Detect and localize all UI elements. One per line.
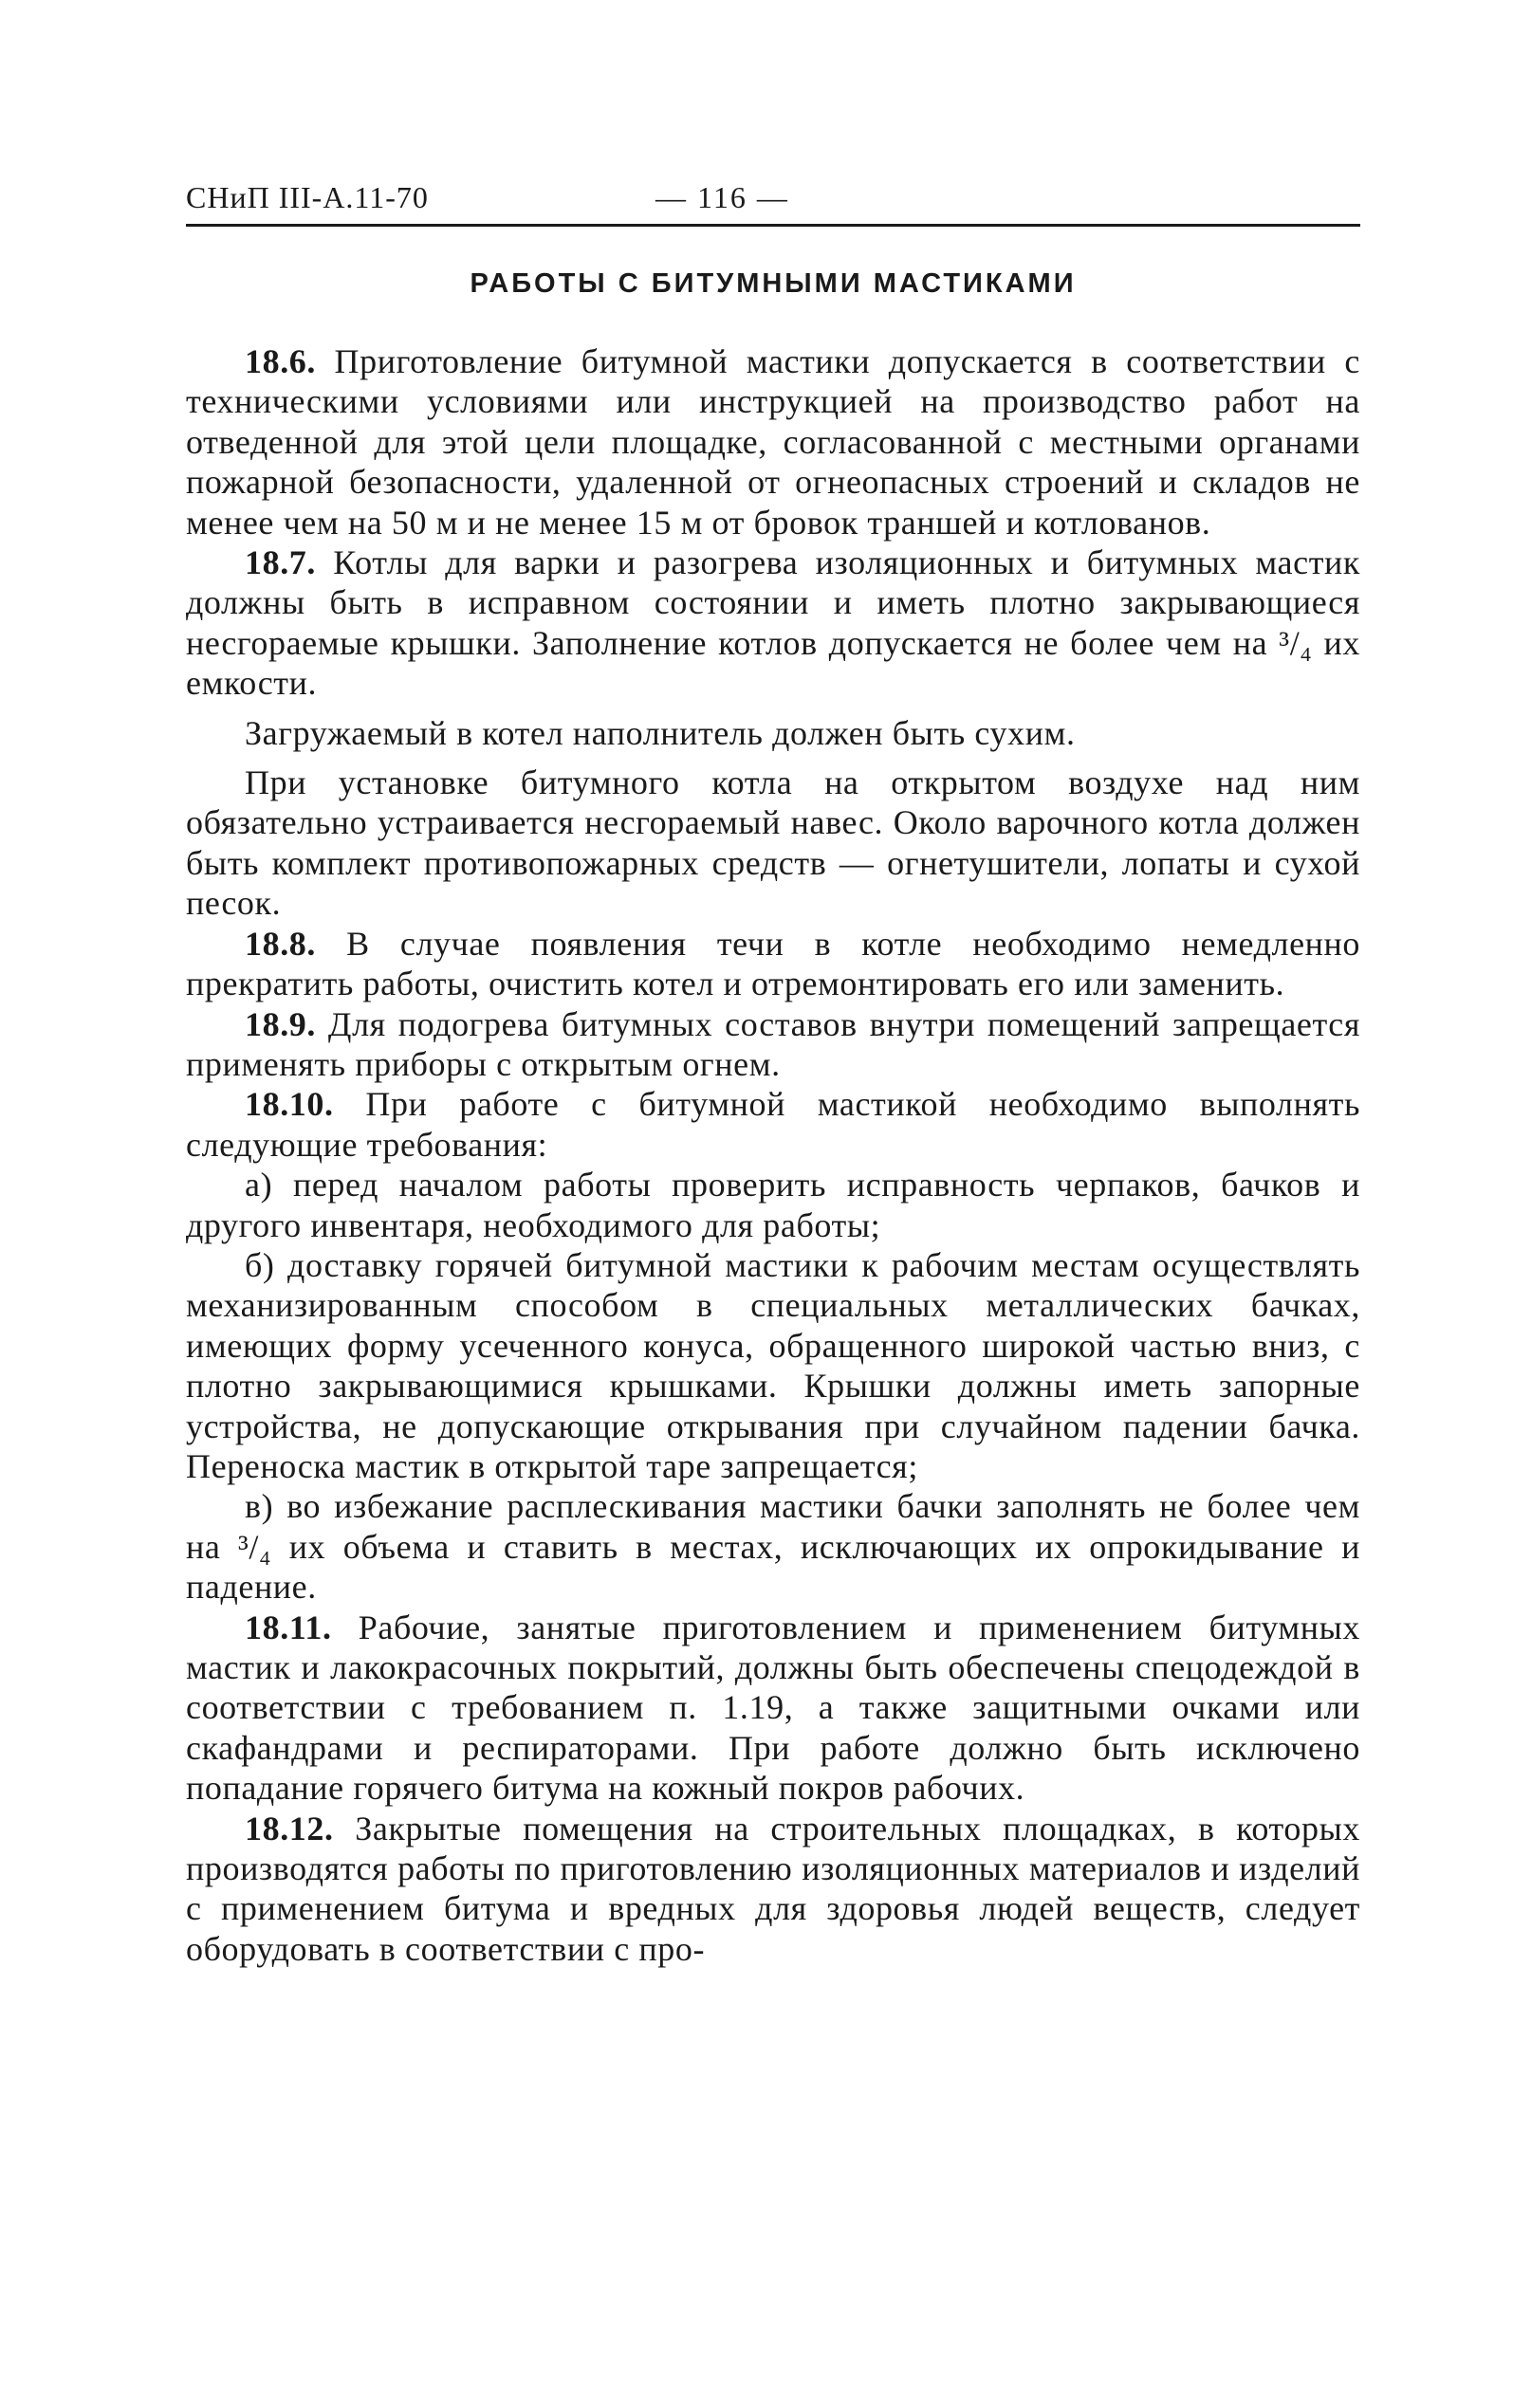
paragraph-text: Закрытые помещения на строительных площадках, в которых производятся работы по приготовлению изоляционных материалов и изделий с применением битума и вредных для здоровья людей веществ, следует оборудовать в соответствии с про- [186, 1809, 1360, 1968]
paragraph-18-12 [186, 1809, 1360, 1970]
section-title: РАБОТЫ С БИТУМНЫМИ МАСТИКАМИ [470, 268, 1077, 299]
page-header [186, 180, 1360, 227]
document-page [186, 180, 1360, 1969]
paragraph-filler [186, 713, 1360, 753]
list-item-b [186, 1245, 1360, 1486]
clause-number: 18.11. [245, 1608, 332, 1646]
clause-number: 18.6. [245, 342, 316, 380]
list-item-v [186, 1486, 1360, 1607]
paragraph-text: Приготовление битумной мастики допускается в соответствии с техническими условиями или инструкцией на производство работ на отведенной для этой цели площадке, согласованной с местными органами пожарной безопасности, удаленной от огнеопасных строений и складов не менее чем на 50 м и не менее 15 м от бровок траншей и котлованов. [186, 342, 1360, 542]
paragraph-text: б) доставку горячей битумной мастики к рабочим местам осуществлять механизированным способом в специальных металлических бачках, имеющих форму усеченного конуса, обращенного широкой частью вниз, с плотно закрывающимися крышками. Крышки должны иметь запорные устройства, не допускающие открывания при случайном падении бачка. Переноска мастик в открытой таре запрещается; [186, 1245, 1360, 1485]
paragraph-text: Рабочие, занятые приготовлением и применением битумных мастик и лакокрасочных покрытий, должны быть обеспечены спецодеждой в соответствии с требованием п. 1.19, а также защитными очками или скафандрами и респираторами. При работе должно быть исключено попадание горячего битума на кожный покров рабочих. [186, 1608, 1360, 1808]
clause-number: 18.9. [245, 1004, 316, 1043]
paragraph-text: В случае появления течи в котле необходимо немедленно прекратить работы, очистить котел и отремонтировать его или заменить. [186, 924, 1360, 1003]
document-body [186, 341, 1360, 1969]
paragraph-text: Загружаемый в котел наполнитель должен быть сухим. [245, 713, 1076, 752]
paragraph-text: в) во избежание расплескивания мастики бачки заполнять не более чем на ³/₄ их объема и ставить в местах, исключающих их опрокидывание и падение. [186, 1487, 1360, 1607]
paragraph-18-9 [186, 1004, 1360, 1085]
paragraph-18-6 [186, 341, 1360, 542]
clause-number: 18.7. [245, 543, 316, 582]
paragraph-text: При установке битумного котла на открытом воздухе над ним обязательно устраивается несгораемый навес. Около варочного котла должен быть комплект противопожарных средств — огнетушители, лопаты и сухой песок. [186, 763, 1360, 923]
paragraph-18-10 [186, 1084, 1360, 1165]
clause-number: 18.8. [245, 924, 316, 963]
paragraph-text: При работе с битумной мастикой необходимо выполнять следующие требования: [186, 1085, 1360, 1164]
list-item-a [186, 1165, 1360, 1245]
paragraph-18-7 [186, 542, 1360, 704]
paragraph-text: а) перед началом работы проверить исправность черпаков, бачков и другого инвентаря, необходимого для работы; [186, 1166, 1360, 1244]
clause-number: 18.10. [245, 1085, 334, 1124]
clause-number: 18.12. [245, 1809, 334, 1847]
paragraph-canopy [186, 763, 1360, 924]
paragraph-18-8 [186, 924, 1360, 1004]
page-number: — 116 — [655, 180, 789, 214]
paragraph-text: Котлы для варки и разогрева изоляционных и битумных мастик должны быть в исправном состоянии и иметь плотно закрывающиеся несгораемые крышки. Заполнение котлов допускается не более чем на ³/₄ их емкости. [186, 543, 1360, 703]
paragraph-18-11 [186, 1608, 1360, 1809]
document-code: СНиП III-А.11-70 [186, 180, 429, 214]
paragraph-text: Для подогрева битумных составов внутри помещений запрещается применять приборы с открытым огнем. [186, 1004, 1360, 1083]
